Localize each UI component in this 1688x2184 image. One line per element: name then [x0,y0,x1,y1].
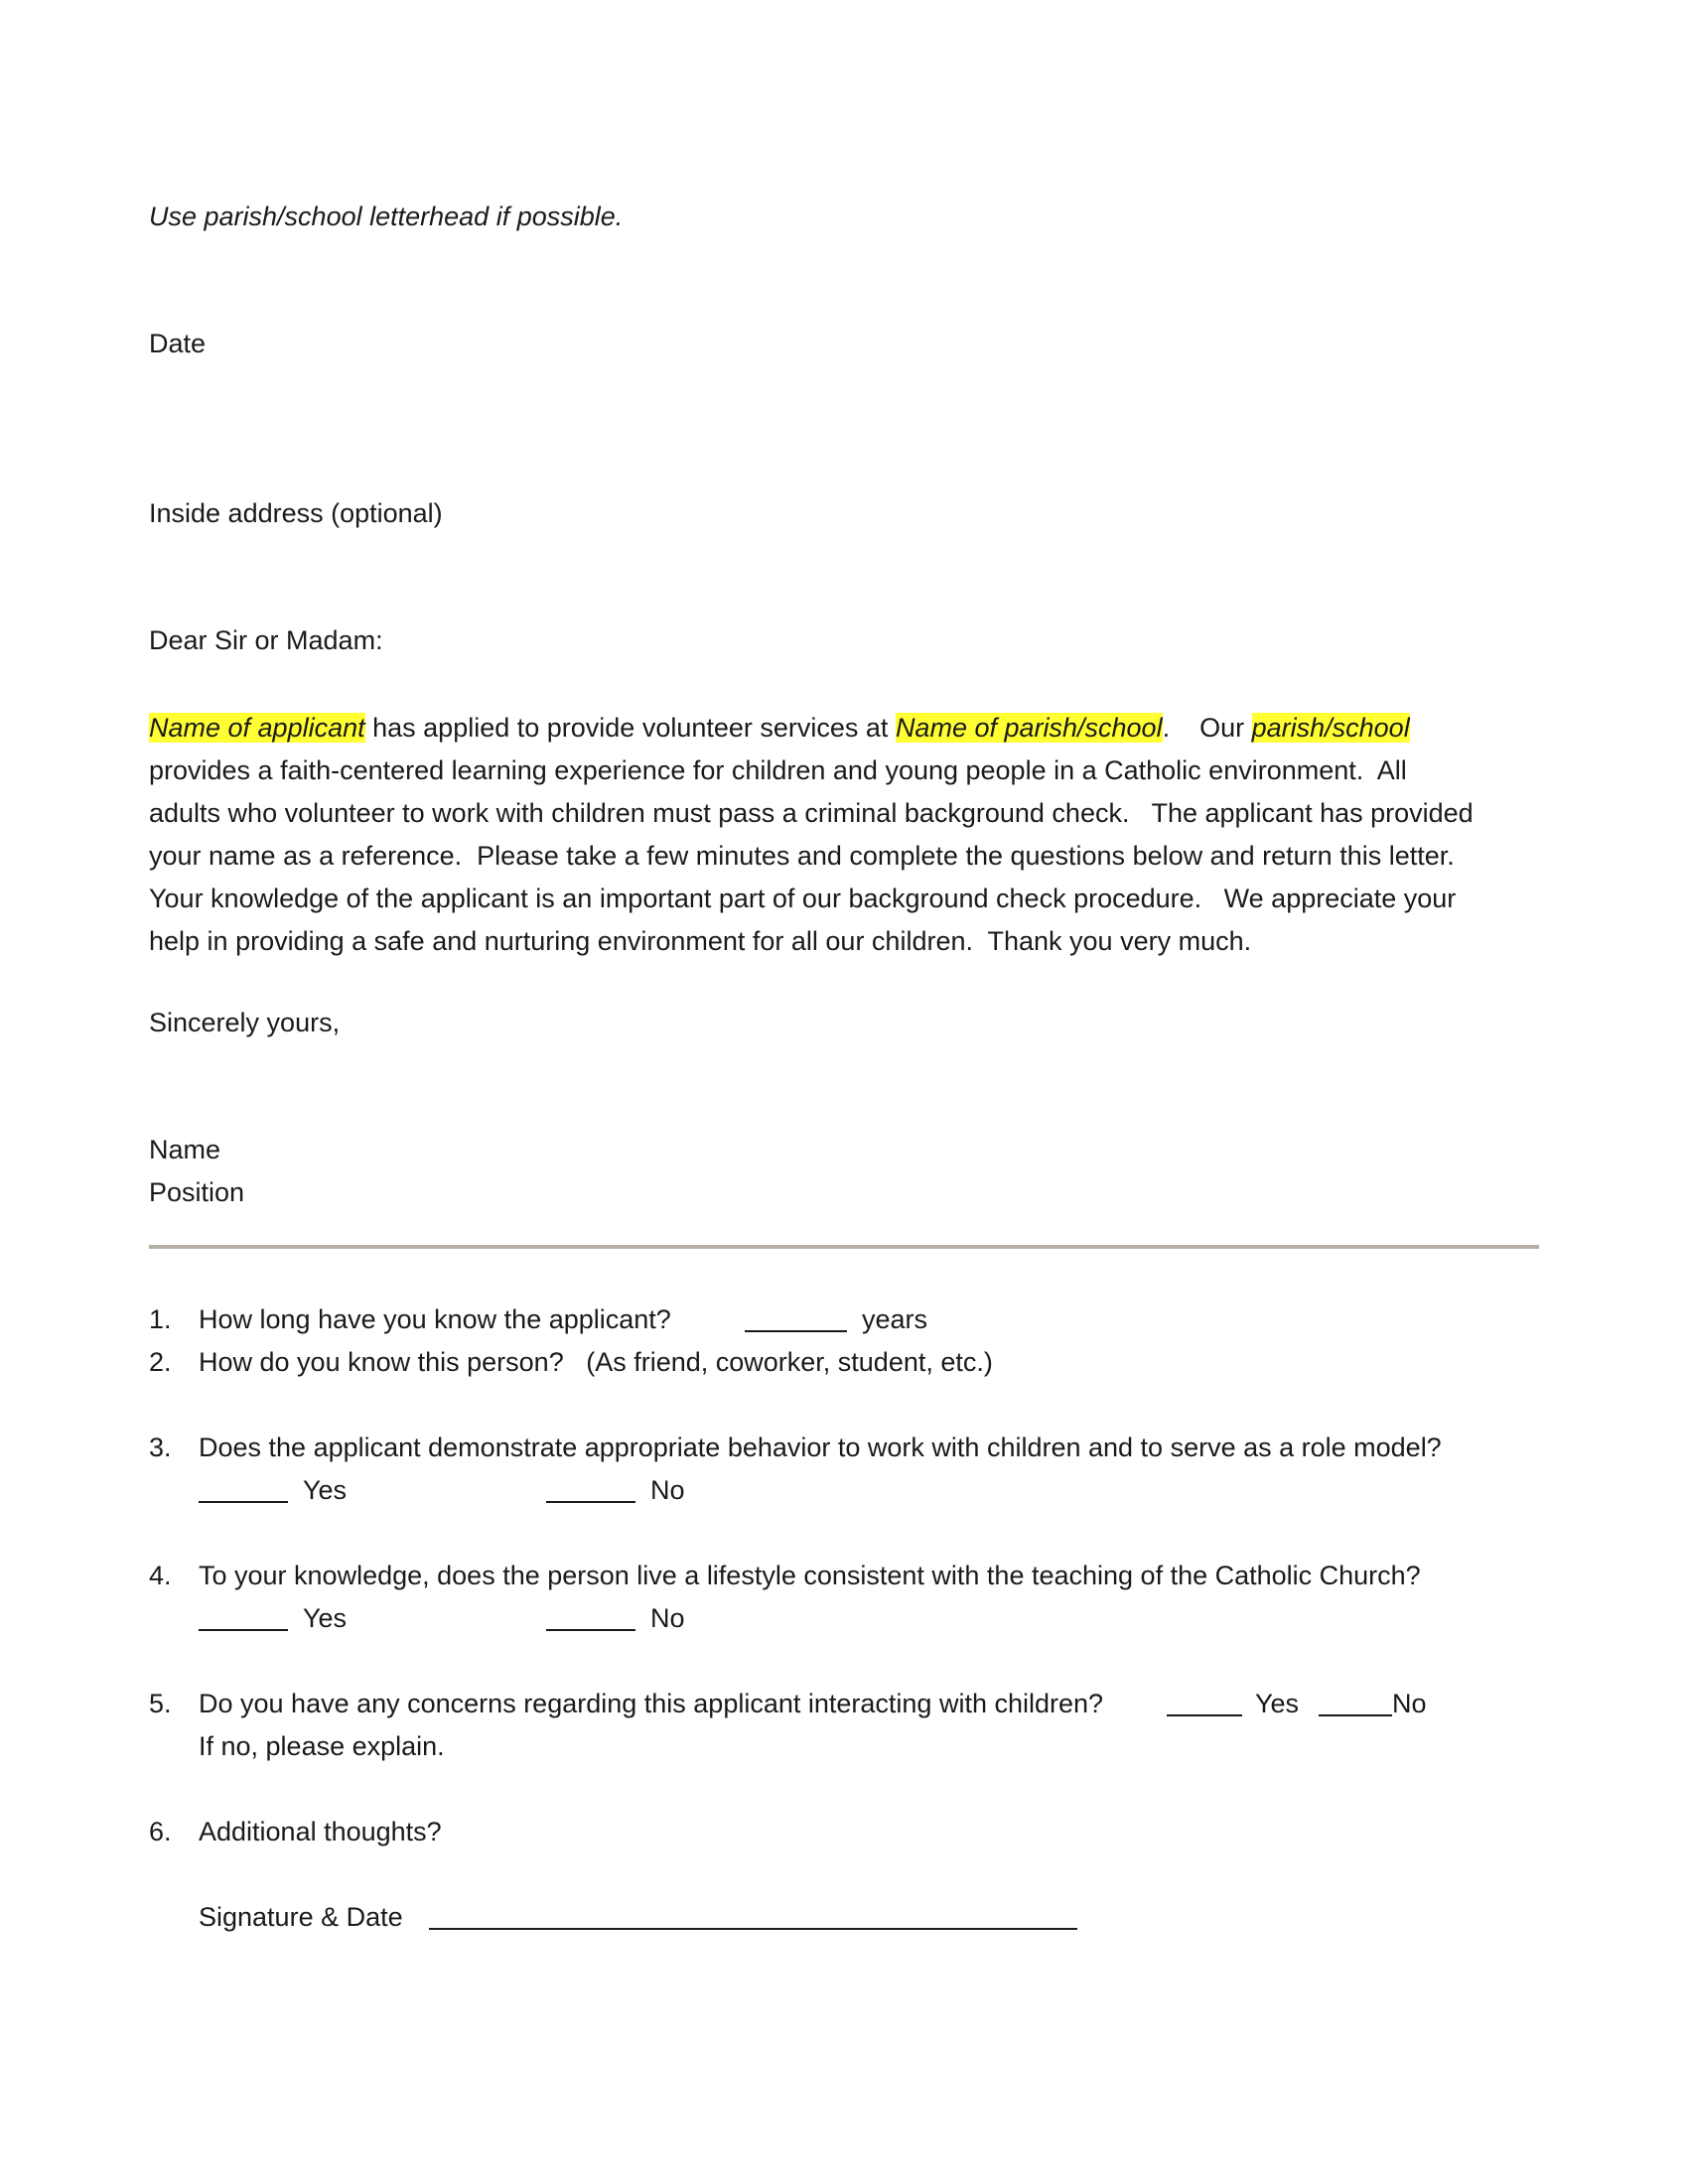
inside-address: Inside address (optional) [149,498,443,528]
q3-yes-blank[interactable] [199,1479,288,1503]
q4-yes-label: Yes [303,1603,348,1633]
school-name-placeholder: Name of parish/school [895,713,1163,743]
body-line-3: adults who volunteer to work with children must pass a criminal background check. The applicant has provided [149,798,1474,828]
q4-yes-blank[interactable] [199,1607,288,1631]
signature-date-blank[interactable] [429,1906,1077,1930]
q3-number: 3. [149,1433,172,1462]
q2-number: 2. [149,1347,172,1377]
q5-yes-label: Yes [1255,1689,1300,1718]
body-line-2: provides a faith-centered learning experience for children and young people in a Catholic environment. All [149,755,1407,785]
q4-text: To your knowledge, does the person live a lifestyle consistent with the teaching of the Catholic Church? [199,1561,1421,1590]
school-short-placeholder: parish/school [1251,713,1410,743]
date-label: Date [149,329,207,358]
q5-number: 5. [149,1689,172,1718]
body-text-1: has applied to provide volunteer services at [364,713,896,743]
q5-text: Do you have any concerns regarding this applicant interacting with children? [199,1689,1104,1718]
applicant-name-placeholder: Name of applicant [149,713,365,743]
q5-no-label: No [1392,1689,1427,1718]
q4-number: 4. [149,1561,172,1590]
letter-body [149,707,1474,963]
body-line-4: your name as a reference. Please take a few minutes and complete the questions below and return this letter. [149,841,1455,871]
q6-text: Additional thoughts? [199,1817,442,1846]
q5-no-blank[interactable] [1319,1693,1392,1716]
q1-number: 1. [149,1304,172,1334]
q1-years-blank[interactable] [745,1308,847,1332]
body-line-6: help in providing a safe and nurturing environment for all our children. Thank you very much. [149,926,1252,956]
q2-text: How do you know this person? (As friend, coworker, student, etc.) [199,1347,993,1377]
body-line-1 [149,707,1474,750]
q5-followup: If no, please explain. [199,1731,445,1761]
q1-years-label: years [862,1304,928,1334]
letterhead-note: Use parish/school letterhead if possible. [149,202,624,231]
signer-position: Position [149,1177,245,1207]
signer-name: Name [149,1135,221,1164]
body-line-5: Your knowledge of the applicant is an important part of our background check procedure. We appreciate your [149,884,1457,913]
q3-no-blank[interactable] [546,1479,635,1503]
q3-yes-label: Yes [303,1475,348,1505]
q3-no-label: No [650,1475,685,1505]
q1-text: How long have you know the applicant? [199,1304,671,1334]
q4-no-blank[interactable] [546,1607,635,1631]
q3-text: Does the applicant demonstrate appropriate behavior to work with children and to serve as a role model? [199,1433,1442,1462]
salutation: Dear Sir or Madam: [149,625,383,655]
divider-rule [149,1245,1539,1249]
body-text-2: . Our [1162,713,1252,743]
signature-label: Signature & Date [199,1902,403,1932]
closing: Sincerely yours, [149,1008,341,1037]
q5-yes-blank[interactable] [1167,1693,1242,1716]
q4-no-label: No [650,1603,685,1633]
q6-number: 6. [149,1817,172,1846]
